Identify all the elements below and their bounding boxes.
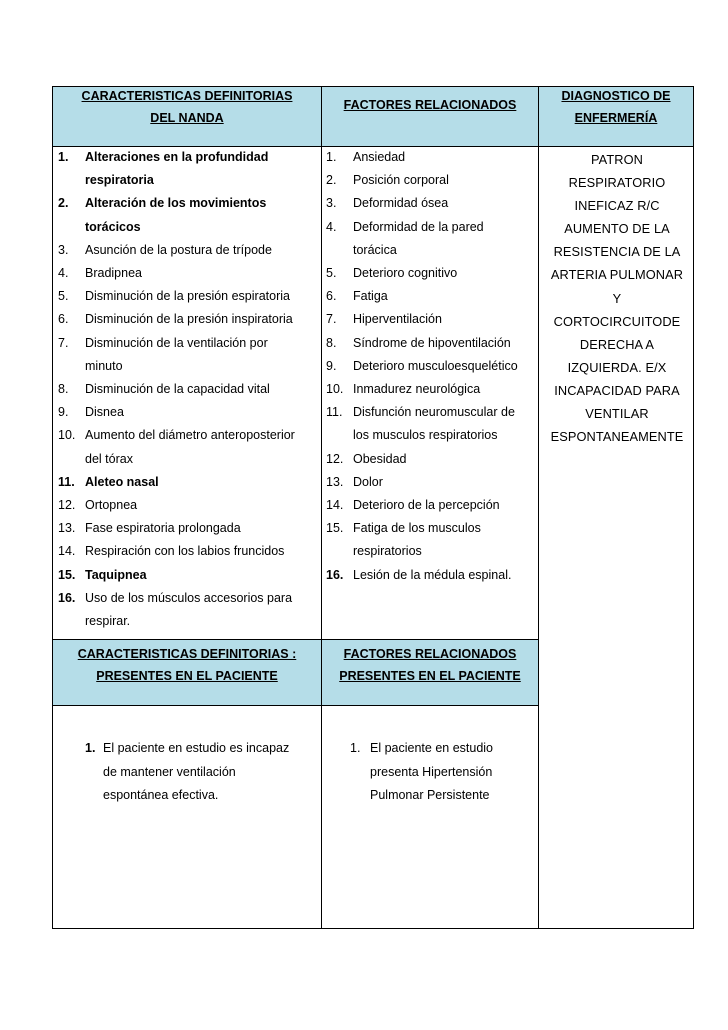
list-item	[58, 610, 295, 633]
list-item	[58, 540, 295, 563]
diagnostico-line: CORTOCIRCUITODE	[553, 313, 681, 329]
list-item-number: 10.	[326, 382, 344, 397]
list-item	[58, 216, 295, 239]
list-item-text: Disnea	[85, 405, 124, 420]
list-item-text: Fatiga	[353, 289, 388, 304]
list-item	[326, 285, 518, 308]
list-item-text: Taquipnea	[85, 567, 147, 582]
list-item-number: 3.	[58, 242, 69, 257]
caracteristicas-list	[58, 146, 295, 633]
list-item-number: 7.	[58, 335, 69, 350]
header-presentes-fac-line1: FACTORES RELACIONADOS	[343, 647, 517, 661]
list-item-number: 1.	[58, 150, 69, 164]
list-item	[326, 355, 518, 378]
list-item-text: Lesión de la médula espinal.	[353, 567, 512, 582]
list-item-number: 9.	[58, 405, 69, 420]
list-item	[58, 494, 295, 517]
diagnostico-line: INCAPACIDAD PARA	[554, 382, 680, 398]
diagnostico-line: VENTILAR	[585, 406, 649, 422]
list-item	[326, 471, 518, 494]
list-item-text: respirar.	[85, 614, 131, 629]
list-item-number: 8.	[58, 382, 69, 397]
list-item-text: Alteraciones en la profundidad	[85, 150, 269, 164]
diagnostico-line: Y	[612, 290, 622, 306]
list-item	[326, 540, 518, 563]
diagnostico-line: DERECHA A	[579, 336, 655, 352]
header-factores: FACTORES RELACIONADOS	[343, 98, 517, 112]
presentes-car-line: de mantener ventilación	[103, 765, 236, 779]
list-item-number: 1.	[326, 150, 337, 164]
list-item-text: minuto	[85, 358, 123, 373]
list-item	[58, 169, 295, 192]
list-item-text: Fatiga de los musculos	[353, 521, 481, 536]
list-item-text: los musculos respiratorios	[353, 428, 498, 443]
list-item	[58, 424, 295, 447]
list-item-number: 9.	[326, 358, 337, 373]
list-item-text: Disminución de la presión inspiratoria	[85, 312, 293, 327]
list-item-text: Uso de los músculos accesorios para	[85, 590, 293, 605]
header-presentes-fac-line2: PRESENTES EN EL PACIENTE	[339, 669, 521, 683]
header-diagnostico-line1: DIAGNOSTICO DE	[561, 89, 671, 103]
header-presentes-car-line2: PRESENTES EN EL PACIENTE	[96, 669, 278, 683]
presentes-car-num: 1.	[85, 741, 96, 755]
list-item	[58, 564, 295, 587]
diagnostico-line: ARTERIA PULMONAR	[550, 267, 684, 283]
list-item	[326, 494, 518, 517]
list-item-text: Disminución de la ventilación por	[85, 335, 268, 350]
header-caracteristicas-line2: DEL NANDA	[150, 111, 224, 125]
list-item	[326, 564, 518, 587]
list-item-text: Respiración con los labios fruncidos	[85, 544, 285, 559]
list-item-number: 5.	[326, 266, 337, 281]
presentes-car-line: espontánea efectiva.	[103, 788, 219, 802]
list-item	[326, 192, 518, 215]
diagnostico-line: RESPIRATORIO	[568, 175, 666, 191]
section-divider	[52, 639, 539, 640]
list-item-text: Deformidad de la pared	[353, 219, 484, 234]
column-divider	[538, 86, 539, 929]
list-item-number: 2.	[326, 173, 337, 188]
list-item-text: Ansiedad	[353, 150, 406, 164]
column-divider	[321, 86, 322, 929]
list-item	[326, 239, 518, 262]
list-item	[58, 355, 295, 378]
list-item-number: 6.	[58, 312, 69, 327]
list-item	[58, 401, 295, 424]
list-item	[58, 471, 295, 494]
list-item-text: del tórax	[85, 451, 133, 466]
list-item	[58, 378, 295, 401]
list-item-text: Disminución de la capacidad vital	[85, 382, 270, 397]
list-item	[58, 192, 295, 215]
presentes-fac-line: presenta Hipertensión	[370, 765, 493, 779]
list-item-number: 11.	[326, 405, 343, 420]
list-item-text: torácicos	[85, 219, 141, 234]
list-item-number: 13.	[326, 474, 344, 489]
list-item-number: 11.	[58, 474, 75, 489]
list-item-text: torácica	[353, 242, 397, 257]
list-item-number: 2.	[58, 196, 69, 211]
list-item-number: 16.	[58, 590, 76, 605]
list-item-text: Síndrome de hipoventilación	[353, 335, 511, 350]
list-item-number: 13.	[58, 521, 76, 536]
list-item	[326, 146, 518, 169]
list-item-number: 6.	[326, 289, 337, 304]
list-item-text: Hiperventilación	[353, 312, 442, 327]
list-item-text: Posición corporal	[353, 173, 449, 188]
list-item-text: Deterioro cognitivo	[353, 266, 458, 281]
header-bg-factores	[322, 87, 538, 146]
list-item	[58, 448, 295, 471]
list-item-text: Deterioro de la percepción	[353, 498, 500, 513]
list-item-text: Aleteo nasal	[85, 474, 159, 489]
list-item	[58, 308, 295, 331]
list-item	[58, 285, 295, 308]
diagnostico-line: PATRON	[590, 152, 644, 167]
diagnostico-text	[544, 148, 690, 448]
list-item-text: Asunción de la postura de trípode	[85, 242, 272, 257]
list-item-text: Deformidad ósea	[353, 196, 449, 211]
list-item-text: Disminución de la presión espiratoria	[85, 289, 290, 304]
list-item	[326, 308, 518, 331]
list-item-number: 12.	[326, 451, 344, 466]
list-item-text: respiratorios	[353, 544, 422, 559]
list-item-text: Bradipnea	[85, 266, 142, 281]
presentes-fac-num: 1.	[350, 741, 361, 755]
list-item-text: respiratoria	[85, 173, 154, 188]
list-item-number: 5.	[58, 289, 69, 304]
list-item-text: Aumento del diámetro anteroposterior	[85, 428, 295, 443]
list-item	[326, 424, 518, 447]
list-item	[326, 169, 518, 192]
list-item	[326, 401, 518, 424]
list-item-number: 14.	[326, 498, 344, 513]
list-item-text: Ortopnea	[85, 498, 138, 513]
list-item	[58, 146, 295, 169]
list-item-text: Alteración de los movimientos	[85, 196, 267, 211]
list-item-text: Disfunción neuromuscular de	[353, 405, 515, 420]
presentes-car-line: El paciente en estudio es incapaz	[103, 741, 290, 755]
list-item-text: Deterioro musculoesquelético	[353, 358, 518, 373]
list-item	[326, 332, 518, 355]
header-diagnostico-line2: ENFERMERÍA	[574, 111, 658, 125]
list-item-text: Inmadurez neurológica	[353, 382, 481, 397]
list-item-number: 4.	[326, 219, 337, 234]
list-item	[58, 587, 295, 610]
list-item-number: 4.	[58, 266, 69, 281]
diagnostico-line: AUMENTO DE LA	[564, 221, 670, 237]
list-item-number: 3.	[326, 196, 337, 211]
list-item-number: 7.	[326, 312, 337, 327]
presentes-fac-line: Pulmonar Persistente	[370, 788, 490, 802]
list-item	[326, 262, 518, 285]
list-item	[326, 216, 518, 239]
list-item	[326, 378, 518, 401]
presentes-fac-line: El paciente en estudio	[370, 741, 494, 755]
list-item	[58, 239, 295, 262]
diagnostico-line: IZQUIERDA. E/X	[567, 359, 667, 375]
list-item	[326, 517, 518, 540]
list-item-text: Obesidad	[353, 451, 407, 466]
list-item-number: 15.	[326, 521, 344, 536]
list-item	[58, 332, 295, 355]
header-presentes-car-line1: CARACTERISTICAS DEFINITORIAS :	[77, 647, 297, 661]
list-item-text: Dolor	[353, 474, 383, 489]
list-item-number: 10.	[58, 428, 76, 443]
factores-list	[326, 146, 518, 587]
list-item	[326, 448, 518, 471]
list-item-number: 15.	[58, 567, 76, 582]
list-item-number: 16.	[326, 567, 344, 582]
list-item-number: 8.	[326, 335, 337, 350]
section-divider	[52, 705, 539, 706]
list-item	[58, 262, 295, 285]
list-item-number: 14.	[58, 544, 76, 559]
diagnostico-line: INEFICAZ R/C	[574, 198, 660, 214]
header-caracteristicas-line1: CARACTERISTICAS DEFINITORIAS	[81, 89, 293, 103]
list-item	[58, 517, 295, 540]
diagnostico-line: ESPONTANEAMENTE	[550, 429, 684, 445]
diagnostico-line: RESISTENCIA DE LA	[553, 244, 681, 260]
list-item-text: Fase espiratoria prolongada	[85, 521, 241, 536]
list-item-number: 12.	[58, 498, 76, 513]
